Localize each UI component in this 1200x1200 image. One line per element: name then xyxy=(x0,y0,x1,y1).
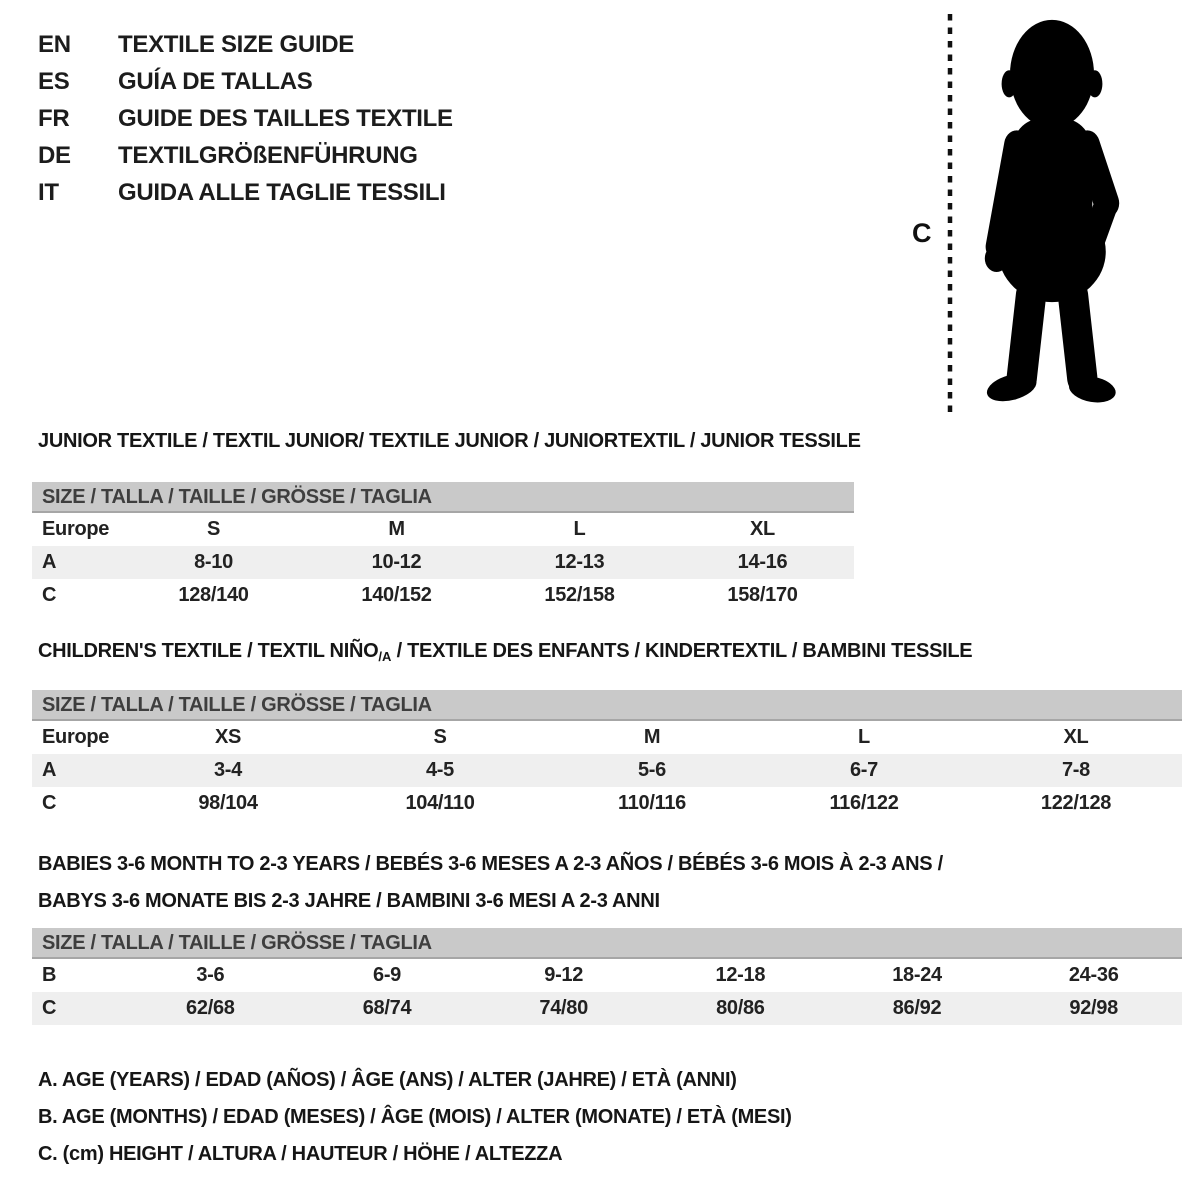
measurement-legend xyxy=(38,1062,792,1173)
table-cell: S xyxy=(433,726,447,748)
table-cell: XS xyxy=(214,726,242,748)
babies-section-title xyxy=(38,846,943,920)
lang-code: DE xyxy=(38,141,71,169)
row-label: C xyxy=(42,584,57,606)
row-label: Europe xyxy=(42,518,110,540)
table-cell: M xyxy=(388,518,405,540)
legend-line-b: B. AGE (MONTHS) / EDAD (MESES) / ÂGE (MOIS) / ALTER (MONATE) / ETÀ (MESI) xyxy=(38,1106,792,1128)
table-cell: 98/104 xyxy=(198,792,258,814)
section-title-line: BABYS 3-6 MONATE BIS 2-3 JAHRE / BAMBINI 3-6 MESI A 2-3 ANNI xyxy=(38,890,660,912)
lang-title: GUIDA ALLE TAGLIE TESSILI xyxy=(118,178,446,206)
table-cell: 110/116 xyxy=(618,792,686,814)
table-cell: 122/128 xyxy=(1040,792,1112,814)
size-table-header: SIZE / TALLA / TAILLE / GRÖSSE / TAGLIA xyxy=(32,928,1182,959)
table-cell: 18-24 xyxy=(892,964,942,986)
row-label: C xyxy=(42,997,57,1019)
table-cell: 104/110 xyxy=(405,792,475,814)
section-title-text: JUNIOR TEXTILE / TEXTIL JUNIOR/ TEXTILE JUNIOR / JUNIORTEXTIL / JUNIOR TESSILE xyxy=(38,430,861,452)
table-cell: 92/98 xyxy=(1069,997,1118,1019)
table-cell: 3-6 xyxy=(196,964,225,986)
table-cell: 116/122 xyxy=(829,792,899,814)
lang-title: GUIDE DES TAILLES TEXTILE xyxy=(118,104,453,132)
table-cell: 14-16 xyxy=(737,551,788,573)
table-cell: 68/74 xyxy=(362,997,412,1019)
lang-row-de xyxy=(38,137,453,174)
lang-row-en xyxy=(38,26,453,63)
baby-height-figure xyxy=(888,2,1168,427)
row-label: B xyxy=(42,964,57,986)
table-cell: 86/92 xyxy=(892,997,942,1019)
table-cell: 3-4 xyxy=(213,759,242,781)
children-section-title xyxy=(38,640,972,664)
lang-code: FR xyxy=(38,104,70,132)
table-row xyxy=(32,546,854,579)
junior-size-table xyxy=(32,482,854,612)
legend-line-c: C. (cm) HEIGHT / ALTURA / HAUTEUR / HÖHE / ALTEZZA xyxy=(38,1143,563,1165)
table-cell: 8-10 xyxy=(194,551,233,573)
table-row xyxy=(32,513,854,546)
table-cell: 9-12 xyxy=(544,964,584,986)
row-label: A xyxy=(42,551,57,573)
table-cell: M xyxy=(643,726,661,748)
row-label: Europe xyxy=(42,726,110,748)
table-cell: 7-8 xyxy=(1061,759,1090,781)
table-row xyxy=(32,959,1182,992)
table-row xyxy=(32,754,1182,787)
table-cell: 12-18 xyxy=(715,964,766,986)
legend-line-a: A. AGE (YEARS) / EDAD (AÑOS) / ÂGE (ANS) / ALTER (JAHRE) / ETÀ (ANNI) xyxy=(38,1069,737,1091)
table-cell: 6-9 xyxy=(373,964,402,986)
table-cell: S xyxy=(206,518,221,540)
table-cell: 4-5 xyxy=(425,759,454,781)
table-cell: 158/170 xyxy=(727,584,798,606)
lang-code: EN xyxy=(38,30,71,58)
table-cell: 80/86 xyxy=(716,997,765,1019)
size-table-header: SIZE / TALLA / TAILLE / GRÖSSE / TAGLIA xyxy=(32,482,854,513)
section-title-line: BABIES 3-6 MONTH TO 2-3 YEARS / BEBÉS 3-6 MESES A 2-3 AÑOS / BÉBÉS 3-6 MOIS À 2-3 ANS / xyxy=(38,853,943,875)
lang-title: TEXTILGRÖßENFÜHRUNG xyxy=(118,141,418,169)
size-table-header: SIZE / TALLA / TAILLE / GRÖSSE / TAGLIA xyxy=(32,690,1182,721)
lang-title: GUÍA DE TALLAS xyxy=(118,67,313,95)
table-cell: 128/140 xyxy=(178,584,249,606)
table-cell: XL xyxy=(1063,726,1089,748)
table-cell: 5-6 xyxy=(637,759,666,781)
junior-section-title xyxy=(38,430,861,453)
height-label: C xyxy=(912,218,932,248)
table-row xyxy=(32,992,1182,1025)
table-cell: 62/68 xyxy=(186,997,235,1019)
table-cell: 152/158 xyxy=(544,584,615,606)
lang-code: IT xyxy=(38,178,59,206)
row-label: C xyxy=(42,792,57,814)
section-title-small-text: /A xyxy=(378,649,392,664)
table-row xyxy=(32,787,1182,820)
table-cell: L xyxy=(858,726,870,748)
babies-size-table xyxy=(32,928,1182,1025)
table-row xyxy=(32,579,854,612)
lang-row-fr xyxy=(38,100,453,137)
table-cell: 24-36 xyxy=(1068,964,1119,986)
baby-silhouette-icon xyxy=(985,20,1117,406)
table-cell: 140/152 xyxy=(361,584,432,606)
table-cell: 12-13 xyxy=(554,551,605,573)
section-title-text: / TEXTILE DES ENFANTS / KINDERTEXTIL / BAMBINI TESSILE xyxy=(391,640,973,662)
language-title-list xyxy=(38,26,453,211)
table-cell: XL xyxy=(750,518,775,540)
lang-title: TEXTILE SIZE GUIDE xyxy=(118,30,354,58)
children-size-table xyxy=(32,690,1182,820)
table-cell: 10-12 xyxy=(371,551,422,573)
table-row xyxy=(32,721,1182,754)
row-label: A xyxy=(42,759,57,781)
table-cell: 6-7 xyxy=(849,759,878,781)
lang-row-it xyxy=(38,174,453,211)
table-cell: L xyxy=(573,518,586,540)
lang-row-es xyxy=(38,63,453,100)
table-cell: 74/80 xyxy=(539,997,588,1019)
section-title-text: CHILDREN'S TEXTILE / TEXTIL NIÑO xyxy=(38,640,379,662)
lang-code: ES xyxy=(38,67,70,95)
